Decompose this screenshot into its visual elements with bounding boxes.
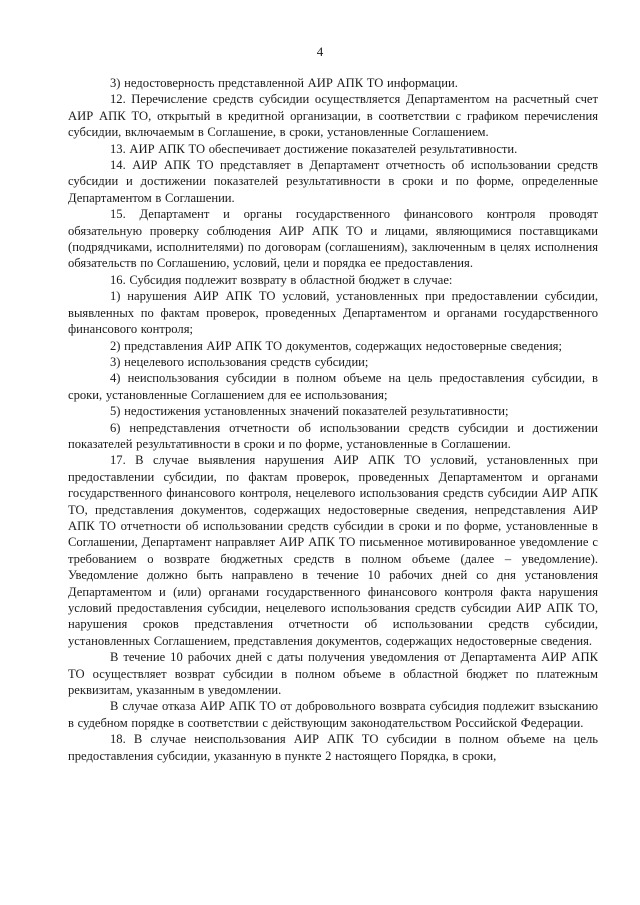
paragraph-13: 13. АИР АПК ТО обеспечивает достижение показателей результативности.: [110, 141, 518, 156]
paragraph-14: 14. АИР АПК ТО представляет в Департамент отчетность об использовании средств субсидии и достижении показателей результативности в сроки и по форме, определенные Департаментом в Соглашении.: [68, 158, 598, 205]
paragraph-16: 16. Субсидия подлежит возврату в областной бюджет в случае:: [110, 272, 453, 287]
paragraph-17-return-term: В течение 10 рабочих дней с даты получения уведомления от Департамента АИР АПК ТО осуществляет возврат субсидии в полном объеме в областной бюджет по платежным реквизитам, указанным в уведомлении.: [68, 650, 598, 698]
paragraph-16-item-5: 5) недостижения установленных значений показателей результативности;: [110, 404, 509, 419]
paragraph-16-item-3: 3) нецелевого использования средств субсидии;: [110, 354, 369, 369]
document-body: [68, 75, 598, 764]
paragraph-16-item-1: 1) нарушения АИР АПК ТО условий, установленных при предоставлении субсидии, выявленных по фактам проверок, проведенных Департаментом и органами государственного финансового контроля;: [68, 289, 598, 337]
paragraph-16-item-4: 4) неиспользования субсидии в полном объеме на цель предоставления субсидии, в сроки, установленные Соглашением для ее использования;: [68, 371, 598, 402]
paragraph-item-3: 3) недостоверность представленной АИР АПК ТО информации.: [110, 76, 458, 90]
paragraph-15: 15. Департамент и органы государственного финансового контроля проводят обязательную проверку соблюдения АИР АПК ТО и лицами, являющимися поставщиками (подрядчиками, исполнителями) по договорам (соглашениям), заключенным в целях исполнения обязательств по Соглашению, условий, цели и порядка ее предоставления.: [68, 207, 598, 271]
paragraph-16-item-6: 6) непредставления отчетности об использовании средств субсидии и достижении показателей результативности в сроки и по форме, установленные в Соглашении.: [68, 420, 598, 451]
paragraph-18: 18. В случае неиспользования АИР АПК ТО субсидии в полном объеме на цель предоставления субсидии, указанную в пункте 2 настоящего Порядка, в сроки,: [68, 732, 598, 763]
paragraph-12: 12. Перечисление средств субсидии осуществляется Департаментом на расчетный счет АИР АПК ТО, открытый в кредитной организации, в соответствии с графиком перечисления субсидии, включаемым в Соглашение, в сроки, установленные Соглашением.: [68, 92, 598, 140]
page-number: 4: [316, 44, 324, 59]
paragraph-16-item-2: 2) представления АИР АПК ТО документов, содержащих недостоверные сведения;: [110, 338, 562, 353]
paragraph-17-refusal: В случае отказа АИР АПК ТО от добровольного возврата субсидия подлежит взысканию в судебном порядке в соответствии с действующим законодательством Российской Федерации.: [68, 699, 598, 730]
paragraph-17: 17. В случае выявления нарушения АИР АПК ТО условий, установленных при предоставлении субсидии, по фактам проверок, проведенных Департаментом и органами государственного финансового контроля, нецелевого использования средств субсидии АИР АПК ТО, представления документов, содержащих недостоверные сведения, непредставления АИР АПК ТО отчетности об использовании средств субсидии в сроки и по форме, установленные в Соглашении, Департамент направляет АИР АПК ТО письменное мотивированное уведомление с требованием о возврате бюджетных средств в полном объеме (далее – уведомление). Уведомление должно быть направлено в течение 10 рабочих дней со дня установления Департаментом и (или) органами государственного финансового контроля факта нарушения условий предоставления субсидии, нецелевого использования средств субсидии АИР АПК ТО, нарушения сроков представления отчетности об использовании средств субсидии, установленных Соглашением, представления документов, содержащих недостоверные сведения.: [68, 453, 598, 648]
